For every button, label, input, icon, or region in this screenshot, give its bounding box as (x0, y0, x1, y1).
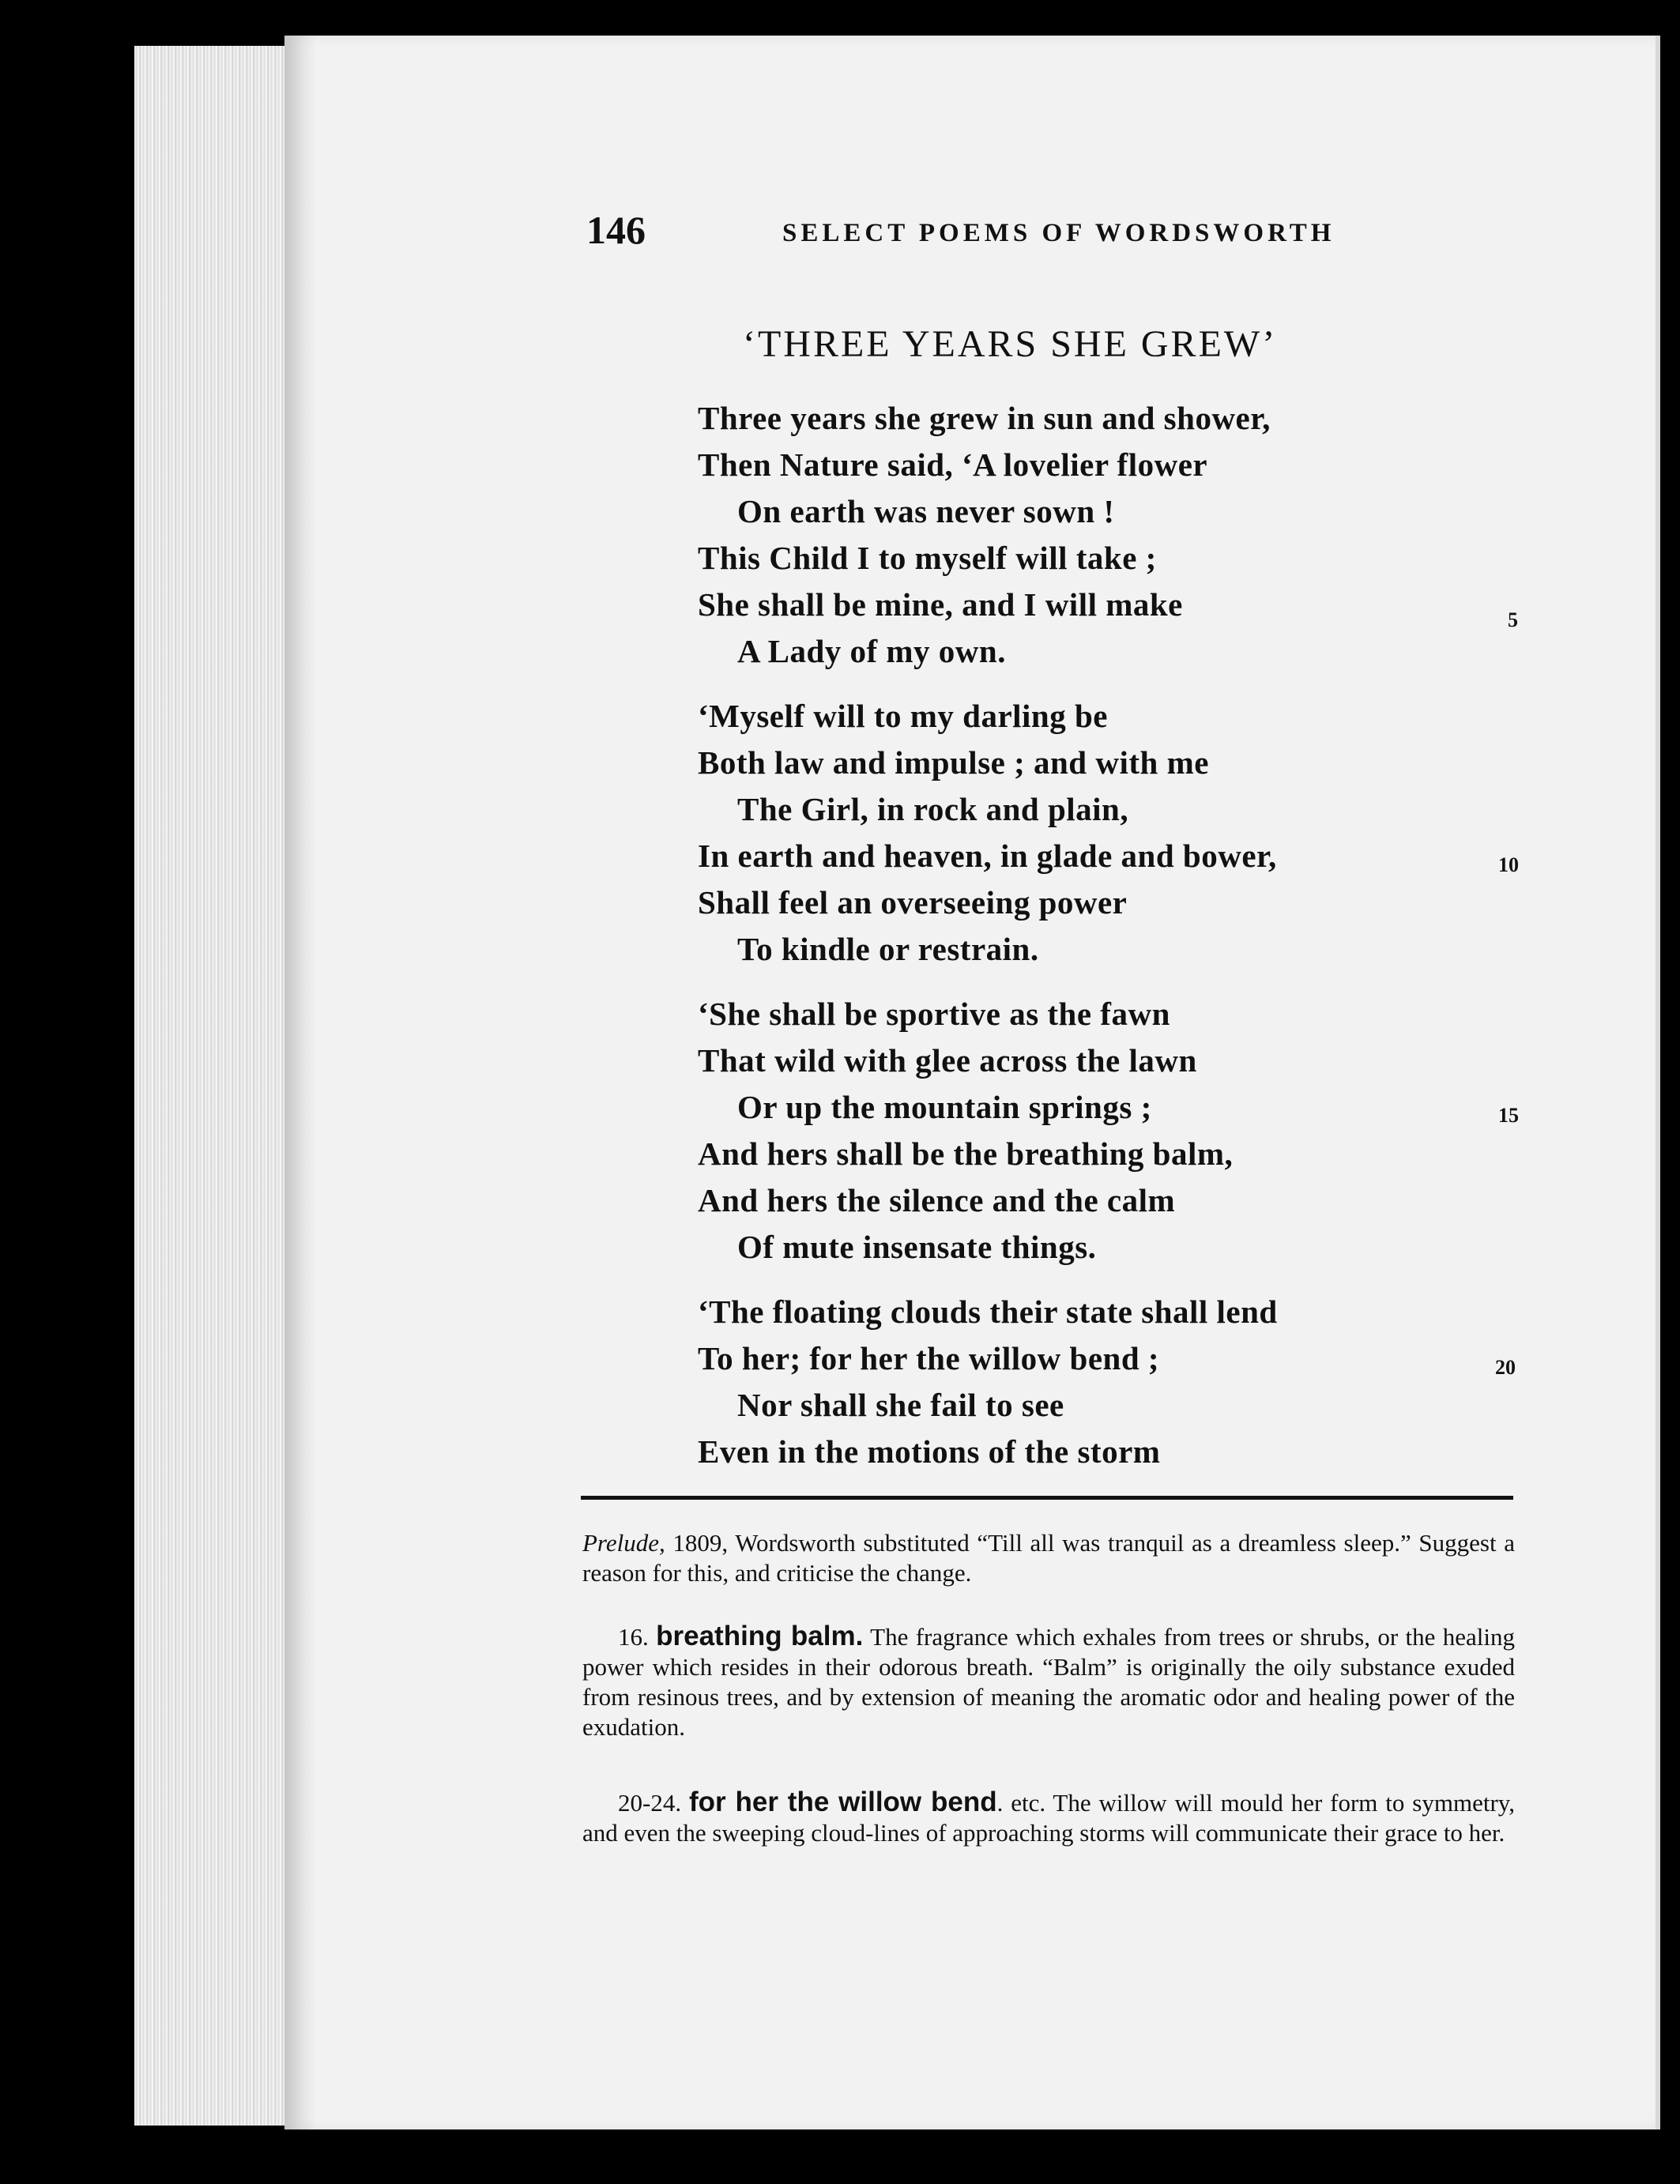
line-number: 10 (1498, 853, 1519, 876)
poem-line: To her; for her the willow bend ; (698, 1340, 1160, 1376)
poem-line: And hers the silence and the calm (698, 1182, 1176, 1218)
poem-line: Nor shall she fail to see (737, 1387, 1064, 1423)
poem-line: ‘The floating clouds their state shall lend (698, 1293, 1278, 1330)
poem-line: And hers shall be the breathing balm, (698, 1135, 1234, 1172)
poem-line: Shall feel an overseeing power (698, 884, 1128, 921)
footnote-italic: Prelude, (582, 1529, 665, 1557)
poem-title: ‘THREE YEARS SHE GREW’ (743, 323, 1278, 365)
poem-line: That wild with glee across the lawn (698, 1042, 1197, 1079)
poem-line: Or up the mountain springs ; (737, 1089, 1152, 1125)
poem-line: On earth was never sown ! (737, 493, 1115, 529)
line-number: 15 (1498, 1104, 1519, 1127)
footnote-20-24 (582, 1787, 1515, 1848)
footnote-text: The fragrance which exhales from trees or shrubs, or the healing power which resides in their odorous breath. “Balm” is originally the oily substance exuded from resinous trees, and by extension of meaning the aromatic odor and healing power of the exudation. (582, 1623, 1516, 1741)
footnote-prelude (582, 1528, 1515, 1588)
footnote-text: . etc. The willow will mould her form to symmetry, and even the sweeping cloud-lines of approaching storms will communicate their grace to her. (582, 1789, 1516, 1847)
footnote-ref: 20-24. (618, 1789, 682, 1817)
running-head: SELECT POEMS OF WORDSWORTH (782, 219, 1335, 247)
poem-line: Both law and impulse ; and with me (698, 744, 1209, 781)
line-number: 5 (1508, 608, 1518, 631)
poem-line: A Lady of my own. (737, 633, 1006, 669)
poem-line: Even in the motions of the storm (698, 1433, 1161, 1470)
footnote-text: 1809, Wordsworth substituted “Till all was tranquil as a dreamless sleep.” Suggest a reason for this, and criticise the change. (582, 1529, 1515, 1587)
footnote-ref: 16. (618, 1623, 649, 1651)
poem-line: She shall be mine, and I will make (698, 586, 1183, 623)
footnote-headword: for her the willow bend (688, 1787, 997, 1817)
poem-line: Then Nature said, ‘A lovelier flower (698, 446, 1208, 483)
poem-line: ‘She shall be sportive as the fawn (698, 996, 1170, 1032)
spine-shadow (284, 36, 316, 2129)
poem-line: To kindle or restrain. (737, 931, 1039, 967)
poem-line: This Child I to myself will take ; (698, 540, 1157, 576)
poem-line: Of mute insensate things. (737, 1229, 1097, 1265)
page-edges (134, 46, 300, 2126)
footnote-rule (581, 1496, 1513, 1500)
footnote-16 (582, 1621, 1515, 1742)
poem-line: Three years she grew in sun and shower, (698, 400, 1271, 436)
footnote-headword: breathing balm. (656, 1621, 864, 1651)
poem-line: The Girl, in rock and plain, (737, 791, 1129, 827)
line-number: 20 (1495, 1356, 1516, 1379)
poem-line: ‘Myself will to my darling be (698, 698, 1108, 734)
poem-line: In earth and heaven, in glade and bower, (698, 838, 1277, 874)
page-number: 146 (586, 208, 646, 252)
